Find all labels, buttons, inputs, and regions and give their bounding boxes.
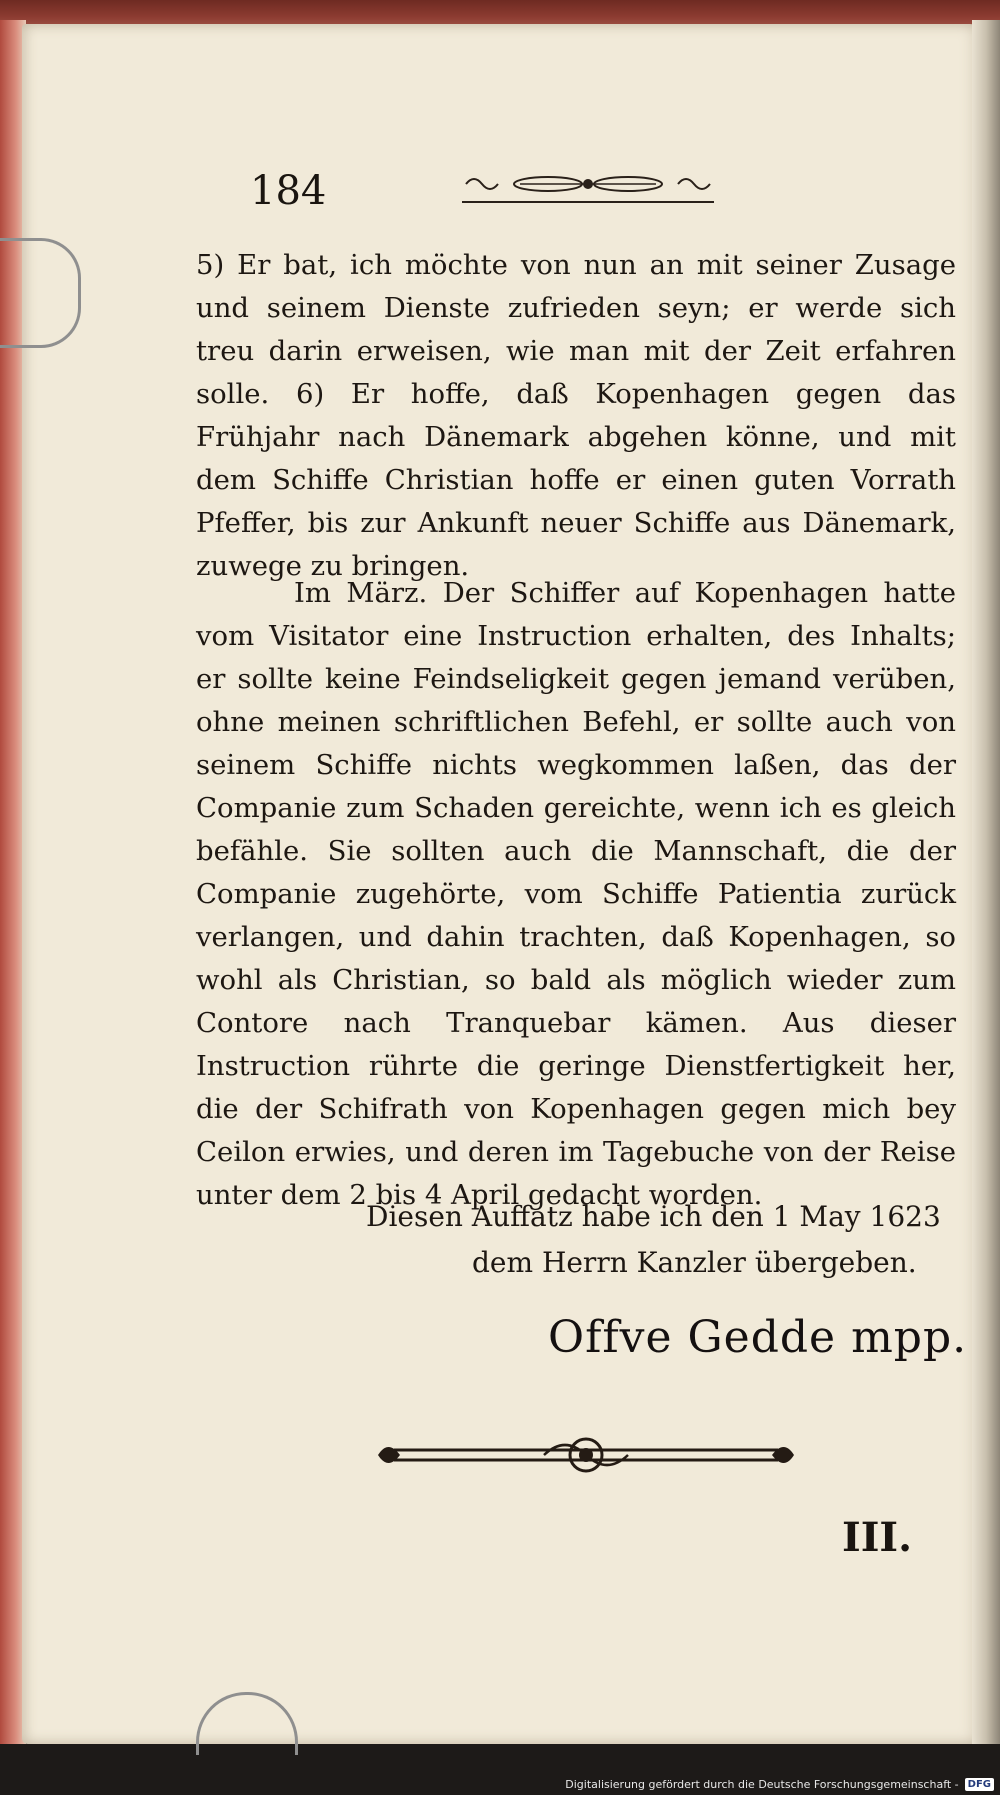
page-clip-top [0,238,81,348]
catchword: III. [842,1514,913,1561]
footer-ornament-icon [374,1432,798,1478]
statement-line-1: Diesen Auffatz habe ich den 1 May 1623 [366,1200,941,1233]
signature: Offve Gedde mpp. [548,1312,968,1363]
page-number: 184 [250,168,327,214]
submission-statement [196,1194,956,1286]
header-ornament-icon [458,166,718,206]
attribution-text: Digitalisierung gefördert durch die Deutsche Forschungsgemeinschaft - [565,1778,959,1791]
digitization-attribution [565,1778,994,1791]
statement-line-2: dem Herrn Kanzler übergeben. [472,1246,917,1279]
paragraph-item-5-6: 5) Er bat, ich möchte von nun an mit seiner Zusage und seinem Dienste zufrieden seyn; er werde sich treu darin erweisen, wie man mit der Zeit erfahren solle. 6) Er hoffe, daß Kopenhagen gegen das Frühjahr nach Dänemark abgehen könne, und mit dem Schiffe Christian hoffe er einen guten Vorrath Pfeffer, bis zur Ankunft neuer Schiffe aus Dänemark, zuwege zu bringen. [196,249,956,582]
page-stack-edge [972,20,1000,1750]
paragraph-march-entry: Im März. Der Schiffer auf Kopenhagen hatte vom Visitator eine Instruction erhalten, des Inhalts; er sollte keine Feindseligkeit gegen jemand verüben, ohne meinen schriftlichen Befehl, er sollte auch von seinem Schiffe nichts wegkommen laßen, das der Companie zum Schaden gereichte, wenn ich es gleich befähle. Sie sollten auch die Mannschaft, die der Companie zugehörte, vom Schiffe Patientia zurück verlangen, und dahin trachten, daß Kopenhagen, so wohl als Christian, so bald als möglich wieder zum Contore nach Tranquebar kämen. Aus dieser Instruction rührte die geringe Dienstfertigkeit her, die der Schifrath von Kopenhagen gegen mich bey Ceilon erwies, und deren im Tagebuche von der Reise unter dem 2 bis 4 April gedacht worden. [196,577,956,1211]
dfg-logo: DFG [965,1778,994,1791]
